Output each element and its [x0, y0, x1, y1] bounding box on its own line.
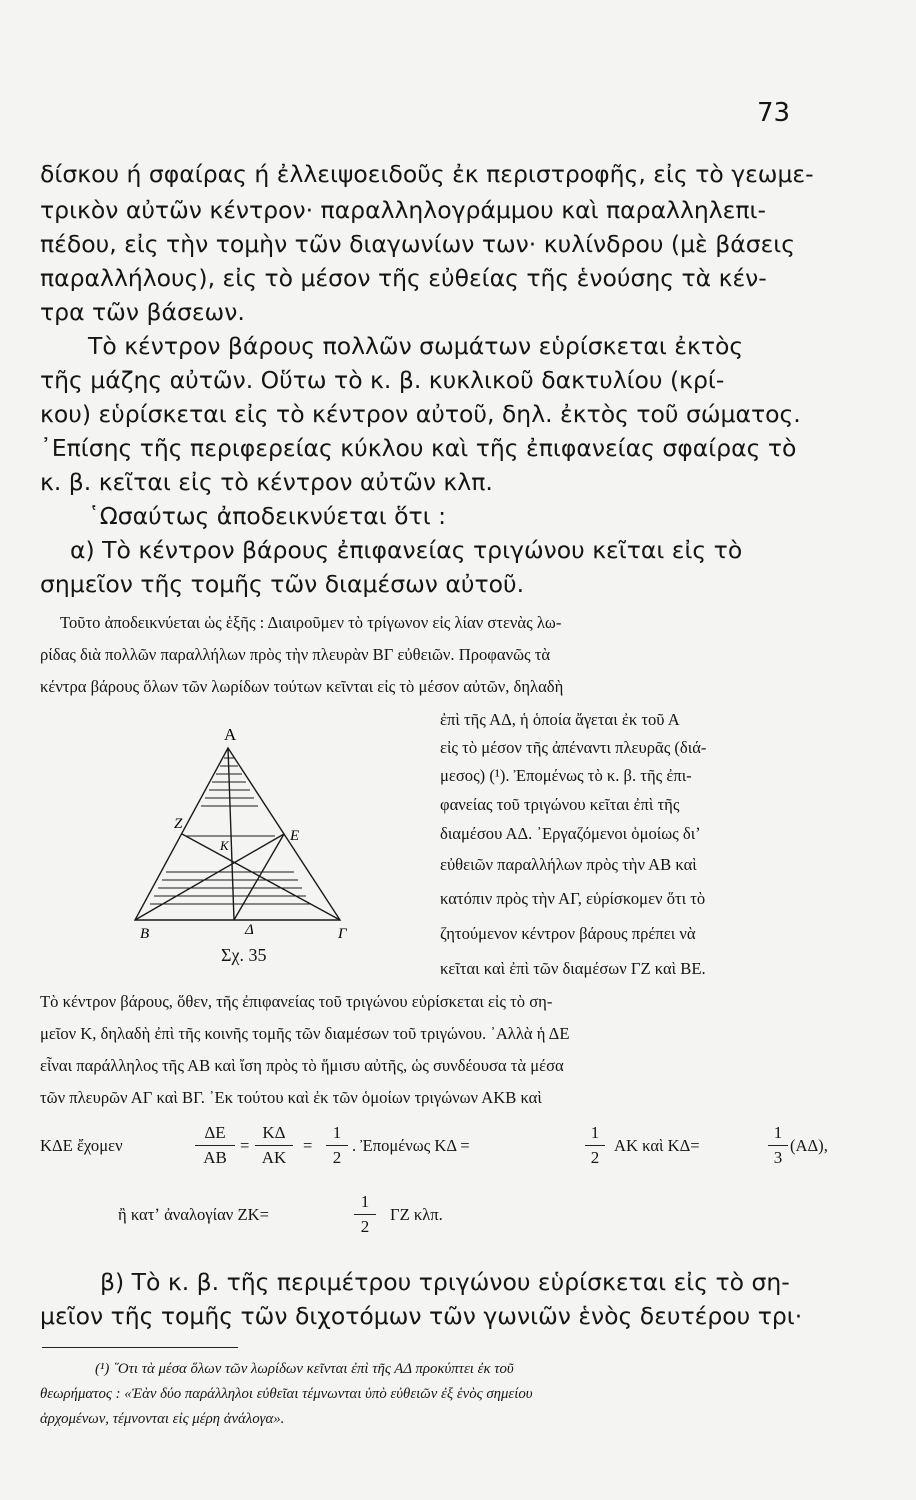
text-line: διαμέσου ΑΔ. ᾿Εργαζόμενοι ὁμοίως διʼ: [440, 824, 701, 843]
formula-text: ΓΖ κλπ.: [390, 1205, 443, 1224]
text-line: ῾Ωσαύτως ἀποδεικνύεται ὅτι :: [88, 502, 447, 530]
fraction-bar: [768, 1145, 788, 1146]
text-line: ζητούμενον κέντρον βάρους πρέπει νὰ: [440, 924, 696, 943]
text-line: β) Τὸ κ. β. τῆς περιμέτρου τριγώνου εὑρίσκεται εἰς τὸ ση-: [100, 1268, 790, 1296]
label-z: Ζ: [174, 816, 183, 832]
text-line: ἐπὶ τῆς ΑΔ, ἡ ὁποία ἄγεται ἐκ τοῦ Α: [440, 710, 680, 729]
frac-denominator: 3: [773, 1148, 783, 1167]
text-line: τρα τῶν βάσεων.: [40, 298, 245, 326]
footnote-line: θεωρήματος : «Ἐὰν δύο παράλληλοι εὐθεῖαι τέμνωνται ὑπὸ εὐθειῶν ἐξ ἑνὸς σημείου: [40, 1386, 533, 1402]
text-line: σημεῖον τῆς τομῆς τῶν διαμέσων αὐτοῦ.: [40, 570, 525, 598]
text-line: εἰς τὸ μέσον τῆς ἀπέναντι πλευρᾶς (διά-: [440, 738, 707, 757]
text-line: κου) εὑρίσκεται εἰς τὸ κέντρον αὐτοῦ, δηλ. ἐκτὸς τοῦ σώματος.: [40, 400, 801, 428]
page-number: 73: [757, 98, 791, 128]
formula-lead: ἢ κατʼ ἀναλογίαν ΖΚ=: [118, 1205, 269, 1224]
formula-text: ΑΚ καὶ ΚΔ=: [614, 1136, 700, 1155]
text-line: μεῖον Κ, δηλαδὴ ἐπὶ τῆς κοινῆς τομῆς τῶν διαμέσων τοῦ τριγώνου. ᾿Αλλὰ ἡ ΔΕ: [40, 1024, 570, 1043]
frac-numerator: 1: [360, 1192, 370, 1211]
fraction-bar: [255, 1145, 293, 1146]
label-d: Δ: [245, 922, 254, 938]
text-line: παραλλήλους), εἰς τὸ μέσον τῆς εὐθείας τῆς ἑνούσης τὰ κέν-: [40, 264, 767, 292]
frac-denominator: 2: [332, 1148, 342, 1167]
text-line: ρίδας διὰ πολλῶν παραλλήλων πρὸς τὴν πλευρὰν ΒΓ εὐθειῶν. Προφανῶς τὰ: [40, 645, 551, 664]
frac-numerator: 1: [773, 1123, 783, 1142]
text-line: πέδου, εἰς τὴν τομὴν τῶν διαγωνίων των· κυλίνδρου (μὲ βάσεις: [40, 230, 796, 258]
label-b: Β: [140, 926, 150, 942]
text-line: τῶν πλευρῶν ΑΓ καὶ ΒΓ. ᾿Εκ τούτου καὶ ἐκ τῶν ὁμοίων τριγώνων ΑΚΒ καὶ: [40, 1088, 542, 1107]
triangle-diagram: [130, 718, 370, 980]
frac-numerator: 1: [332, 1123, 342, 1142]
frac-denominator: 2: [360, 1217, 370, 1236]
text-line: Τὸ κέντρον βάρους, ὅθεν, τῆς ἐπιφανείας τοῦ τριγώνου εὑρίσκεται εἰς τὸ ση-: [40, 992, 553, 1011]
text-line: εἶναι παράλληλος τῆς ΑΒ καὶ ἴση πρὸς τὸ ἥμισυ αὐτῆς, ὡς συνδέουσα τὰ μέσα: [40, 1056, 564, 1075]
fraction-bar: [195, 1145, 235, 1146]
text-line: φανείας τοῦ τριγώνου κεῖται ἐπὶ τῆς: [440, 795, 680, 814]
fraction-bar: [585, 1145, 605, 1146]
text-line: μεσος) (¹). Ἐπομένως τὸ κ. β. τῆς ἐπι-: [440, 766, 692, 785]
equals-sign: =: [240, 1136, 250, 1155]
frac-numerator: 1: [590, 1123, 600, 1142]
frac-denominator: ΑΚ: [261, 1148, 287, 1167]
text-line: κ. β. κεῖται εἰς τὸ κέντρον αὐτῶν κλπ.: [40, 468, 493, 496]
label-k: Κ: [220, 838, 229, 853]
text-line: ᾿Επίσης τῆς περιφερείας κύκλου καὶ τῆς ἐπιφανείας σφαίρας τὸ: [40, 434, 797, 462]
label-e: Ε: [290, 828, 300, 844]
text-line: α) Τὸ κέντρον βάρους ἐπιφανείας τριγώνου κεῖται εἰς τὸ: [70, 536, 743, 564]
formula-text: . Ἐπομένως ΚΔ =: [352, 1136, 470, 1155]
text-line: εὐθειῶν παραλλήλων πρὸς τὴν ΑΒ καὶ: [440, 855, 697, 874]
fraction-bar: [326, 1145, 348, 1146]
text-line: τῆς μάζης αὐτῶν. Οὕτω τὸ κ. β. κυκλικοῦ δακτυλίου (κρί-: [40, 366, 725, 394]
frac-denominator: 2: [590, 1148, 600, 1167]
formula-lead: ΚΔΕ ἔχομεν: [40, 1136, 123, 1155]
equals-sign: =: [303, 1136, 313, 1155]
text-line: μεῖον τῆς τομῆς τῶν διχοτόμων τῶν γωνιῶν ἑνὸς δευτέρου τρι·: [40, 1302, 803, 1330]
fraction-bar: [354, 1214, 376, 1215]
text-line: δίσκου ή σφαίρας ή ἐλλειψοειδοῦς ἐκ περιστροφῆς, εἰς τὸ γεωμε-: [40, 160, 814, 188]
frac-denominator: ΑΒ: [203, 1148, 227, 1167]
text-line: τρικὸν αὐτῶν κέντρον· παραλληλογράμμου καὶ παραλληλεπι-: [40, 196, 766, 224]
label-a: Α: [224, 725, 237, 744]
formula-text: (ΑΔ),: [790, 1136, 828, 1155]
text-line: Τοῦτο ἀποδεικνύεται ὡς ἑξῆς : Διαιροῦμεν τὸ τρίγωνον εἰς λίαν στενὰς λω-: [60, 613, 562, 632]
footnote-line: (¹) ῞Οτι τὰ μέσα ὅλων τῶν λωρίδων κεῖνται ἐπὶ τῆς ΑΔ προκύπτει ἐκ τοῦ: [95, 1361, 514, 1377]
label-g: Γ: [338, 926, 347, 942]
frac-numerator: ΚΔ: [262, 1123, 286, 1142]
text-line: Τὸ κέντρον βάρους πολλῶν σωμάτων εὑρίσκεται ἐκτὸς: [88, 332, 744, 360]
figure-caption: Σχ. 35: [221, 945, 267, 965]
triangle-figure: [130, 718, 370, 980]
text-line: κέντρα βάρους ὅλων τῶν λωρίδων τούτων κεῖνται εἰς τὸ μέσον αὐτῶν, δηλαδὴ: [40, 677, 564, 696]
footnote-line: ἀρχομένων, τέμνονται εἰς μέρη ἀνάλογα».: [40, 1411, 285, 1427]
text-line: κατόπιν πρὸς τὴν ΑΓ, εὑρίσκομεν ὅτι τὸ: [440, 889, 706, 908]
text-line: κεῖται καὶ ἐπὶ τῶν διαμέσων ΓΖ καὶ ΒΕ.: [440, 959, 706, 978]
segment-de: [234, 834, 284, 920]
footnote-separator: [42, 1347, 238, 1348]
frac-numerator: ΔΕ: [204, 1123, 226, 1142]
